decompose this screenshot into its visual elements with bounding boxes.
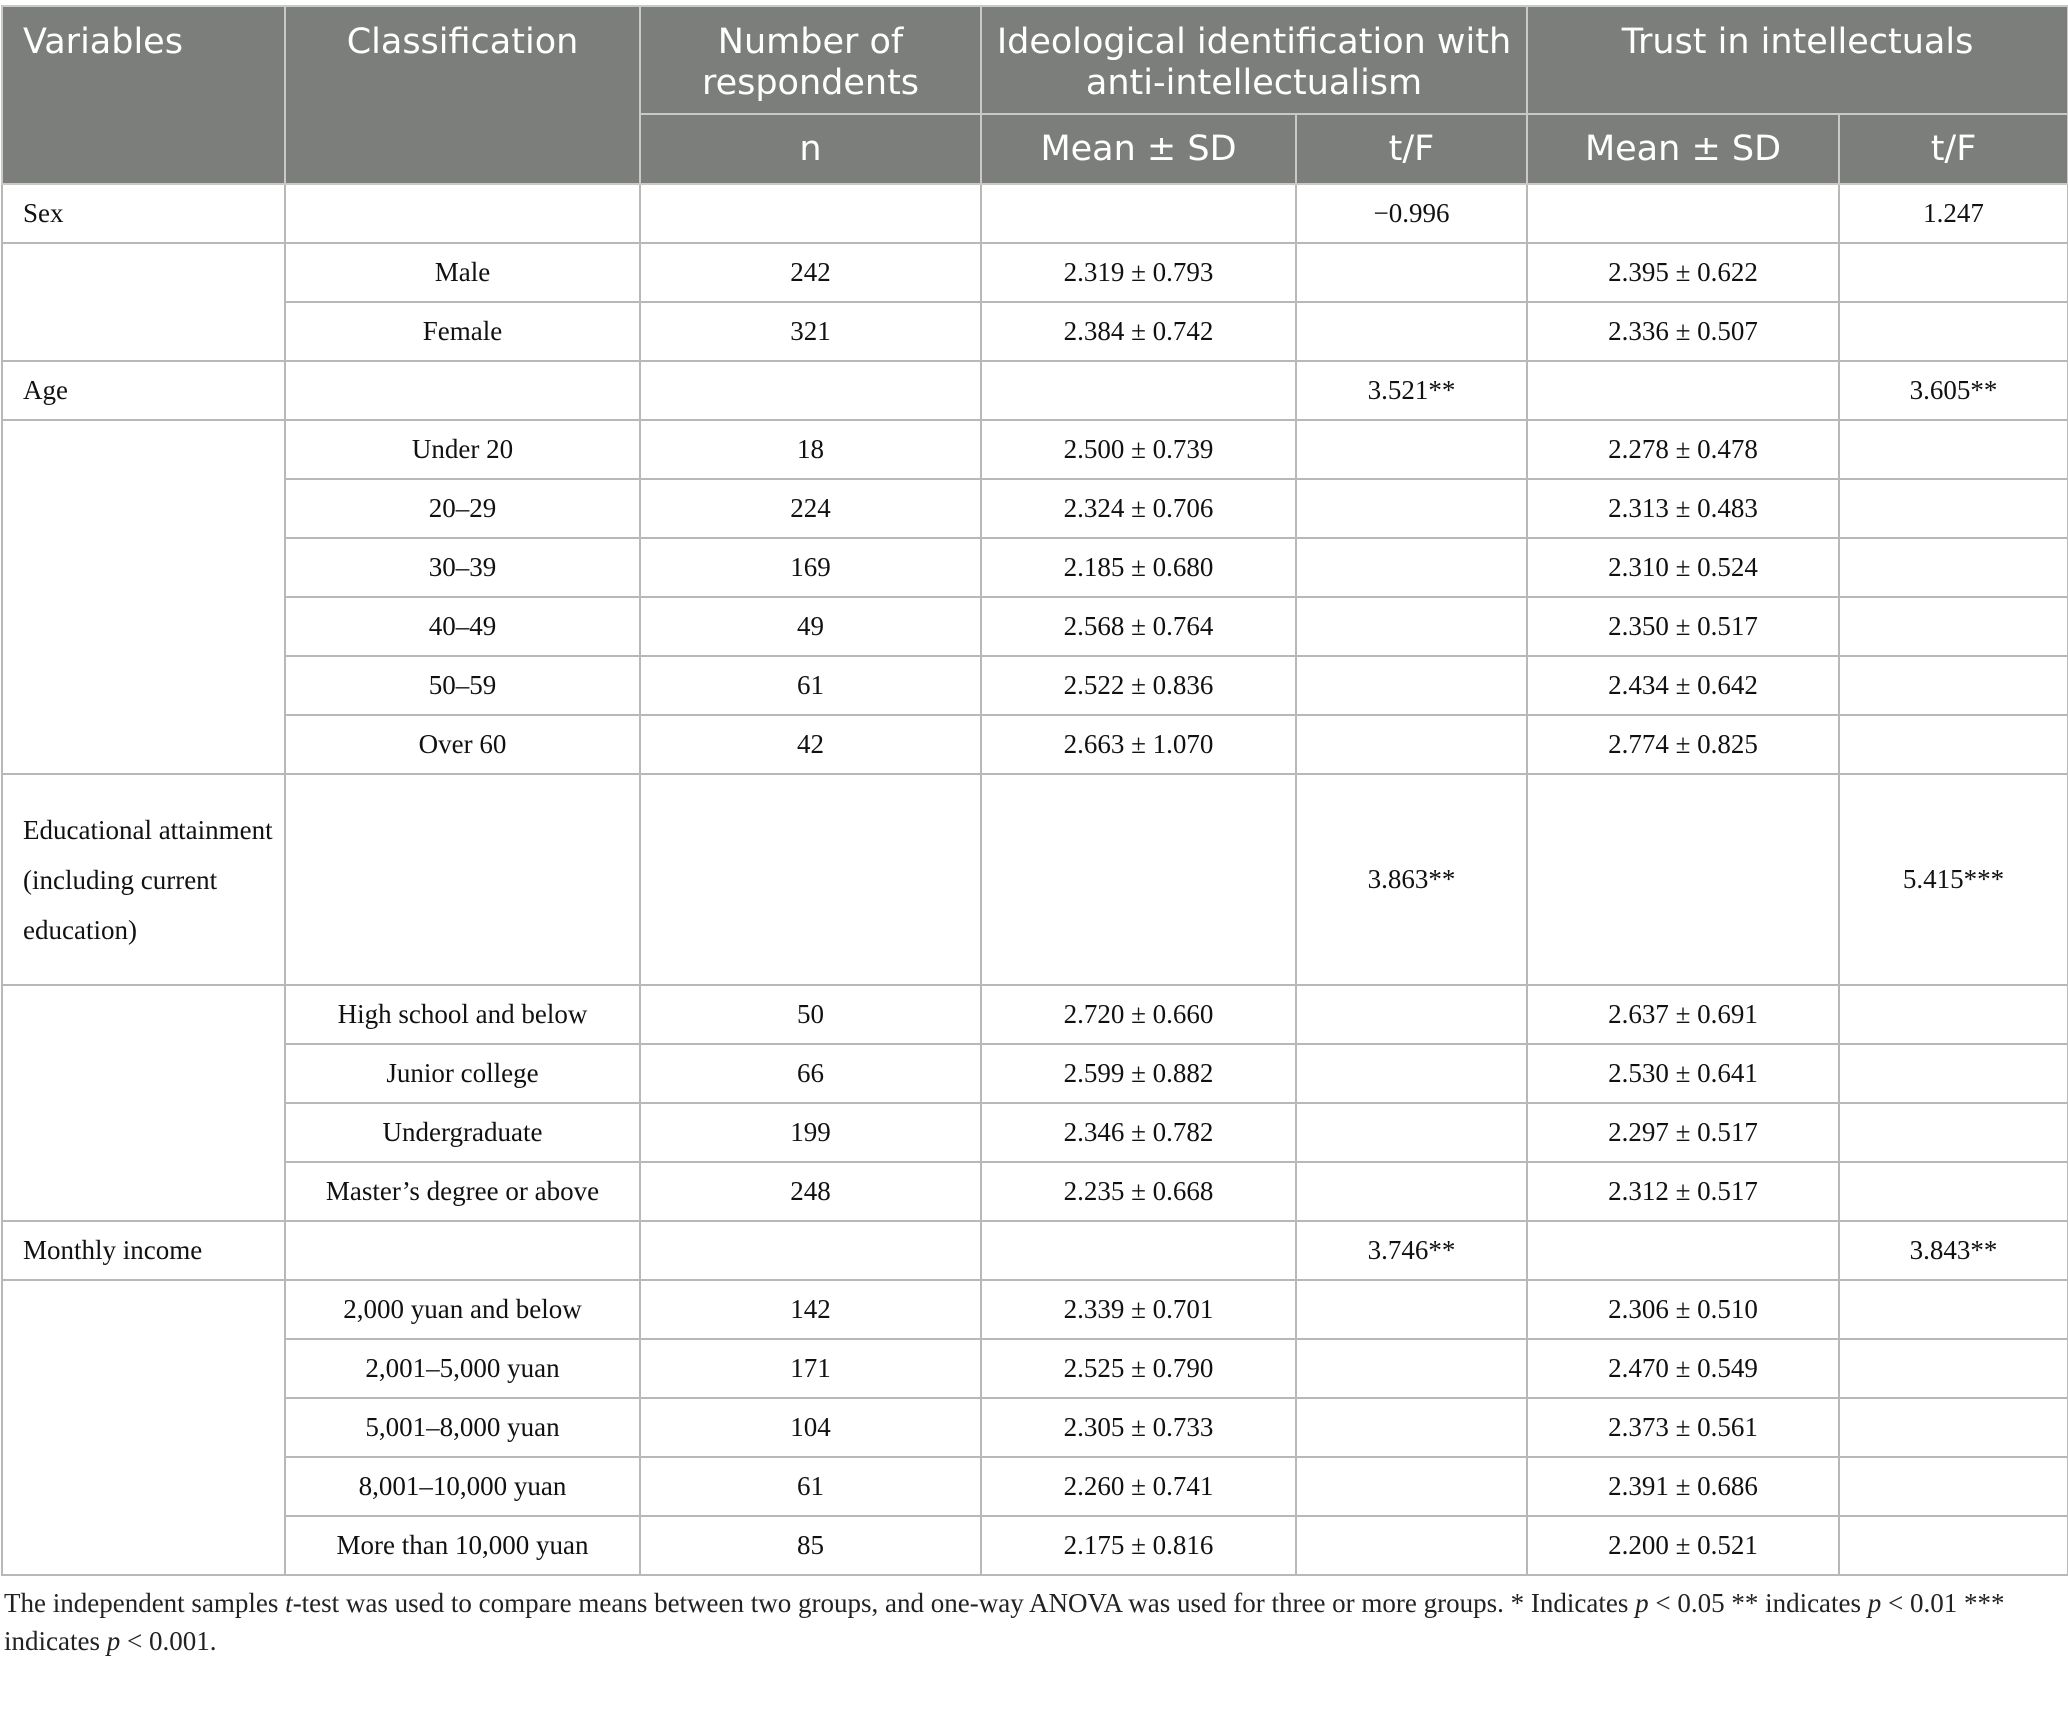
empty-cell: [1839, 1280, 2068, 1339]
trust-tf-value: 3.843**: [1839, 1221, 2068, 1280]
table-footnote: [0, 1584, 2038, 1660]
empty-cell: [981, 774, 1296, 985]
variable-label: Sex: [2, 184, 285, 243]
respondents-count-cell: 321: [640, 302, 981, 361]
empty-cell: [1839, 538, 2068, 597]
footnote-t: t: [285, 1588, 293, 1618]
trust-tf-value: 5.415***: [1839, 774, 2068, 985]
empty-cell: [1839, 597, 2068, 656]
ideological-mean-sd-cell: 2.235 ± 0.668: [981, 1162, 1296, 1221]
empty-cell: [1296, 715, 1527, 774]
respondents-count-cell: 169: [640, 538, 981, 597]
classification-cell: 8,001–10,000 yuan: [285, 1457, 640, 1516]
footnote-p: p: [106, 1626, 121, 1656]
trust-mean-sd-cell: 2.373 ± 0.561: [1527, 1398, 1839, 1457]
ideological-tf-value: 3.863**: [1296, 774, 1527, 985]
empty-cell: [1839, 1339, 2068, 1398]
table-row: [2, 597, 2068, 656]
trust-tf-value: 3.605**: [1839, 361, 2068, 420]
footnote-text: < 0.01 *** indicates: [4, 1588, 2005, 1656]
ideological-mean-sd-cell: 2.260 ± 0.741: [981, 1457, 1296, 1516]
classification-cell: 5,001–8,000 yuan: [285, 1398, 640, 1457]
empty-cell: [1527, 184, 1839, 243]
empty-cell: [1296, 243, 1527, 302]
trust-mean-sd-cell: 2.637 ± 0.691: [1527, 985, 1839, 1044]
group-row-age: [2, 361, 2068, 420]
classification-cell: 20–29: [285, 479, 640, 538]
empty-cell: [1527, 1221, 1839, 1280]
ideological-mean-sd-cell: 2.522 ± 0.836: [981, 656, 1296, 715]
empty-cell: [1296, 1280, 1527, 1339]
empty-cell: [1839, 1103, 2068, 1162]
header-variables: Variables: [2, 6, 285, 184]
respondents-count-cell: 61: [640, 1457, 981, 1516]
ideological-mean-sd-cell: 2.339 ± 0.701: [981, 1280, 1296, 1339]
classification-cell: More than 10,000 yuan: [285, 1516, 640, 1575]
trust-mean-sd-cell: 2.200 ± 0.521: [1527, 1516, 1839, 1575]
header-n: n: [640, 114, 981, 184]
trust-mean-sd-cell: 2.774 ± 0.825: [1527, 715, 1839, 774]
ideological-mean-sd-cell: 2.175 ± 0.816: [981, 1516, 1296, 1575]
table-row: [2, 538, 2068, 597]
empty-cell: [981, 361, 1296, 420]
empty-cell: [285, 361, 640, 420]
ideological-mean-sd-cell: 2.500 ± 0.739: [981, 420, 1296, 479]
footnote-text: -test was used to compare means between two groups, and one-way ANOVA was used for three or more groups. * Indicates: [292, 1588, 1636, 1618]
table-row: [2, 302, 2068, 361]
empty-variable-cell: [2, 420, 285, 774]
table-row: [2, 1044, 2068, 1103]
respondents-count-cell: 85: [640, 1516, 981, 1575]
empty-cell: [640, 774, 981, 985]
table-row: [2, 479, 2068, 538]
ideological-tf-value: −0.996: [1296, 184, 1527, 243]
empty-cell: [1839, 1162, 2068, 1221]
header-classification: Classification: [285, 6, 640, 184]
empty-cell: [640, 1221, 981, 1280]
table-row: [2, 1398, 2068, 1457]
group-row-education: [2, 774, 2068, 985]
table-row: [2, 1516, 2068, 1575]
table-row: [2, 1339, 2068, 1398]
classification-cell: 40–49: [285, 597, 640, 656]
respondents-count-cell: 171: [640, 1339, 981, 1398]
empty-cell: [1296, 479, 1527, 538]
trust-mean-sd-cell: 2.306 ± 0.510: [1527, 1280, 1839, 1339]
ideological-tf-value: 3.746**: [1296, 1221, 1527, 1280]
classification-cell: Female: [285, 302, 640, 361]
empty-cell: [1839, 985, 2068, 1044]
empty-cell: [1839, 1457, 2068, 1516]
ideological-tf-value: 3.521**: [1296, 361, 1527, 420]
empty-cell: [1839, 656, 2068, 715]
empty-cell: [1839, 1516, 2068, 1575]
header-tf-ideological: t/F: [1296, 114, 1527, 184]
trust-mean-sd-cell: 2.434 ± 0.642: [1527, 656, 1839, 715]
variable-label: Educational attainment (including current education): [2, 774, 285, 985]
empty-cell: [285, 774, 640, 985]
table-row: [2, 1162, 2068, 1221]
ideological-mean-sd-cell: 2.346 ± 0.782: [981, 1103, 1296, 1162]
empty-variable-cell: [2, 243, 285, 361]
empty-cell: [1839, 1044, 2068, 1103]
group-row-sex: [2, 184, 2068, 243]
classification-cell: Junior college: [285, 1044, 640, 1103]
ideological-mean-sd-cell: 2.599 ± 0.882: [981, 1044, 1296, 1103]
empty-cell: [1296, 1339, 1527, 1398]
respondents-count-cell: 104: [640, 1398, 981, 1457]
ideological-mean-sd-cell: 2.319 ± 0.793: [981, 243, 1296, 302]
ideological-mean-sd-cell: 2.720 ± 0.660: [981, 985, 1296, 1044]
header-mean-sd-trust: Mean ± SD: [1527, 114, 1839, 184]
table-row: [2, 243, 2068, 302]
classification-cell: Over 60: [285, 715, 640, 774]
classification-cell: Undergraduate: [285, 1103, 640, 1162]
table-row: [2, 1457, 2068, 1516]
respondents-count-cell: 61: [640, 656, 981, 715]
ideological-mean-sd-cell: 2.324 ± 0.706: [981, 479, 1296, 538]
respondents-count-cell: 142: [640, 1280, 981, 1339]
empty-cell: [1296, 1457, 1527, 1516]
empty-variable-cell: [2, 1280, 285, 1575]
empty-cell: [1296, 985, 1527, 1044]
empty-cell: [1839, 420, 2068, 479]
header-mean-sd-ideological: Mean ± SD: [981, 114, 1296, 184]
trust-mean-sd-cell: 2.297 ± 0.517: [1527, 1103, 1839, 1162]
empty-cell: [981, 184, 1296, 243]
trust-mean-sd-cell: 2.336 ± 0.507: [1527, 302, 1839, 361]
classification-cell: 2,000 yuan and below: [285, 1280, 640, 1339]
header-tf-trust: t/F: [1839, 114, 2068, 184]
empty-cell: [640, 361, 981, 420]
empty-cell: [1296, 302, 1527, 361]
trust-mean-sd-cell: 2.313 ± 0.483: [1527, 479, 1839, 538]
respondents-count-cell: 42: [640, 715, 981, 774]
footnote-text: < 0.05 ** indicates: [1648, 1588, 1868, 1618]
table-row: [2, 656, 2068, 715]
table-row: [2, 715, 2068, 774]
empty-cell: [285, 184, 640, 243]
empty-cell: [1839, 715, 2068, 774]
trust-mean-sd-cell: 2.278 ± 0.478: [1527, 420, 1839, 479]
trust-mean-sd-cell: 2.391 ± 0.686: [1527, 1457, 1839, 1516]
trust-tf-value: 1.247: [1839, 184, 2068, 243]
empty-cell: [981, 1221, 1296, 1280]
ideological-mean-sd-cell: 2.185 ± 0.680: [981, 538, 1296, 597]
empty-cell: [1296, 1516, 1527, 1575]
table-row: [2, 1280, 2068, 1339]
table-row: [2, 985, 2068, 1044]
trust-mean-sd-cell: 2.312 ± 0.517: [1527, 1162, 1839, 1221]
empty-cell: [1296, 1398, 1527, 1457]
classification-cell: 30–39: [285, 538, 640, 597]
respondents-count-cell: 199: [640, 1103, 981, 1162]
classification-cell: Male: [285, 243, 640, 302]
trust-mean-sd-cell: 2.310 ± 0.524: [1527, 538, 1839, 597]
header-trust: Trust in intellectuals: [1527, 6, 2068, 114]
empty-cell: [1527, 361, 1839, 420]
footnote-p: p: [1867, 1588, 1882, 1618]
footnote-text: The independent samples: [4, 1588, 286, 1618]
table-body: [2, 184, 2068, 1575]
empty-cell: [1296, 1162, 1527, 1221]
empty-cell: [1296, 538, 1527, 597]
classification-cell: 2,001–5,000 yuan: [285, 1339, 640, 1398]
respondents-count-cell: 50: [640, 985, 981, 1044]
respondents-count-cell: 49: [640, 597, 981, 656]
header-number-of-respondents: Number of respondents: [640, 6, 981, 114]
ideological-mean-sd-cell: 2.568 ± 0.764: [981, 597, 1296, 656]
classification-cell: 50–59: [285, 656, 640, 715]
variable-label: Monthly income: [2, 1221, 285, 1280]
respondents-count-cell: 18: [640, 420, 981, 479]
empty-cell: [1839, 302, 2068, 361]
trust-mean-sd-cell: 2.470 ± 0.549: [1527, 1339, 1839, 1398]
footnote-p: p: [1635, 1588, 1649, 1618]
trust-mean-sd-cell: 2.530 ± 0.641: [1527, 1044, 1839, 1103]
header-ideological: Ideological identification with anti-intellectualism: [981, 6, 1527, 114]
table-row: [2, 420, 2068, 479]
group-row-income: [2, 1221, 2068, 1280]
classification-cell: Under 20: [285, 420, 640, 479]
classification-cell: Master’s degree or above: [285, 1162, 640, 1221]
empty-cell: [640, 184, 981, 243]
trust-mean-sd-cell: 2.395 ± 0.622: [1527, 243, 1839, 302]
empty-cell: [1839, 479, 2068, 538]
results-table: [1, 5, 2068, 1576]
empty-variable-cell: [2, 985, 285, 1221]
variable-label: Age: [2, 361, 285, 420]
classification-cell: High school and below: [285, 985, 640, 1044]
empty-cell: [1296, 420, 1527, 479]
respondents-count-cell: 224: [640, 479, 981, 538]
respondents-count-cell: 248: [640, 1162, 981, 1221]
empty-cell: [1839, 1398, 2068, 1457]
ideological-mean-sd-cell: 2.305 ± 0.733: [981, 1398, 1296, 1457]
empty-cell: [1527, 774, 1839, 985]
ideological-mean-sd-cell: 2.663 ± 1.070: [981, 715, 1296, 774]
empty-cell: [1839, 243, 2068, 302]
respondents-count-cell: 242: [640, 243, 981, 302]
footnote-text: < 0.001.: [120, 1626, 217, 1656]
table-row: [2, 1103, 2068, 1162]
empty-cell: [1296, 1044, 1527, 1103]
respondents-count-cell: 66: [640, 1044, 981, 1103]
ideological-mean-sd-cell: 2.384 ± 0.742: [981, 302, 1296, 361]
empty-cell: [285, 1221, 640, 1280]
empty-cell: [1296, 656, 1527, 715]
empty-cell: [1296, 1103, 1527, 1162]
trust-mean-sd-cell: 2.350 ± 0.517: [1527, 597, 1839, 656]
ideological-mean-sd-cell: 2.525 ± 0.790: [981, 1339, 1296, 1398]
empty-cell: [1296, 597, 1527, 656]
